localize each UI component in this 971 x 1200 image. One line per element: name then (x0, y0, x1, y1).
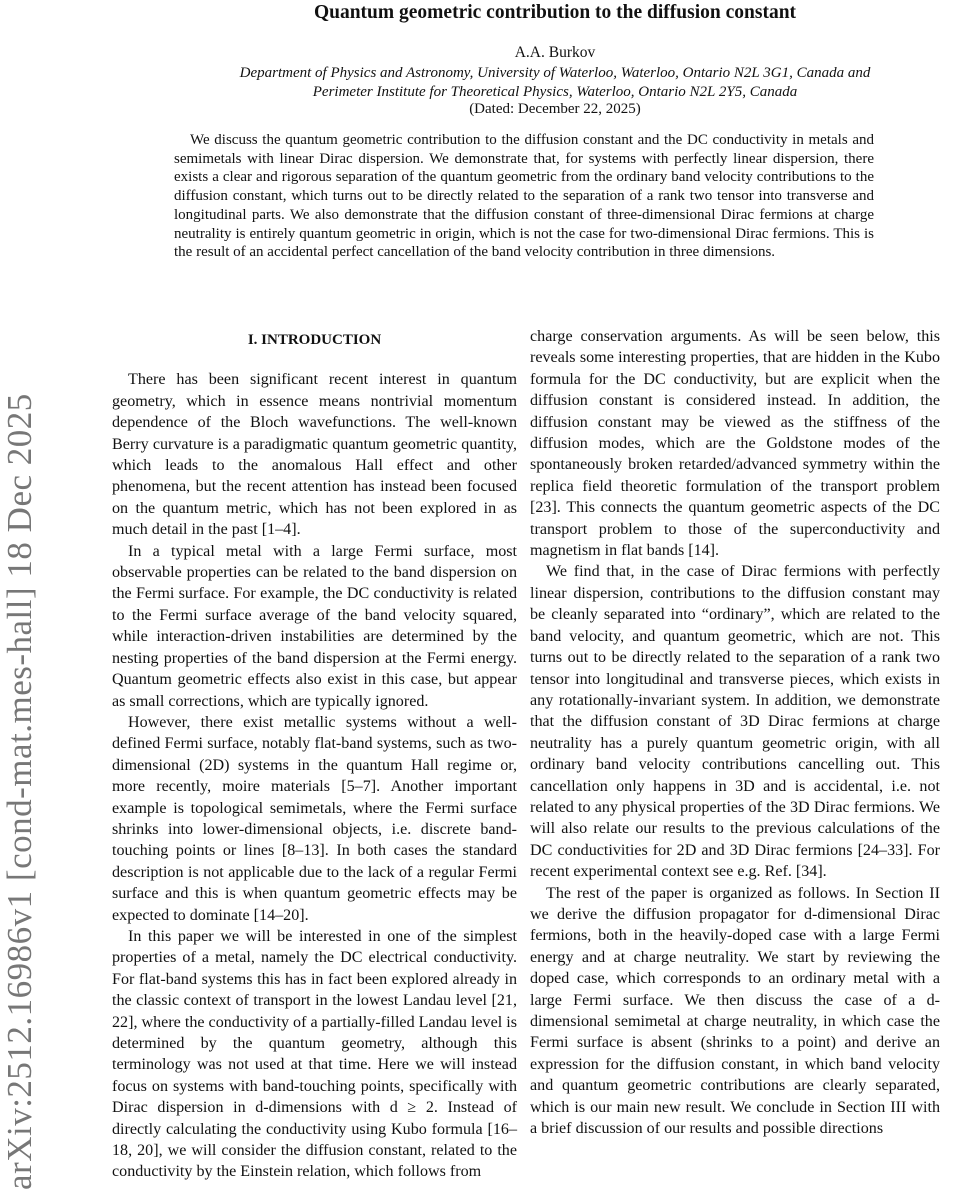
left-column (112, 330, 517, 1183)
arxiv-stamp: arXiv:2512.16986v1 [cond-mat.mes-hall] 18 Dec 2025 (0, 393, 39, 1190)
paragraph: We find that, in the case of Dirac fermions with perfectly linear dispersion, contributions to the diffusion constant may be cleanly separated into “ordinary”, which are related to the band velocity, and quantum geometric, which are not. This turns out to be directly related to the separation of a rank two tensor into longitudinal and transverse pieces, which exists in any rotationally-invariant system. In addition, we demonstrate that the diffusion constant of 3D Dirac fermions at charge neutrality has a purely quantum geometric origin, with all ordinary band velocity contributions cancelling out. This cancellation only happens in 3D and is accidental, i.e. not related to any physical properties of the 3D Dirac fermions. We will also relate our results to the previous calculations of the DC conductivities for 2D and 3D Dirac fermions [24–33]. For recent experimental context see e.g. Ref. [34]. (530, 563, 940, 881)
author: A.A. Burkov (514, 44, 596, 61)
affiliation-2: Perimeter Institute for Theoretical Physics, Waterloo, Ontario N2L 2Y5, Canada (312, 84, 798, 100)
date-line: (Dated: December 22, 2025) (469, 101, 641, 117)
paragraph: The rest of the paper is organized as follows. In Section II we derive the diffusion propagator for d-dimensional Dirac fermions, both in the heavily-doped case with a large Fermi energy and at charge neutrality. We start by reviewing the doped case, which corresponds to an ordinary metal with a large Fermi surface. We then discuss the case of a d-dimensional semimetal at charge neutrality, in which case the Fermi surface is absent (shrinks to a point) and derive an expression for the diffusion constant, in which band velocity and quantum geometric contributions are clearly separated, which is our main new result. We conclude in Section III with a brief discussion of our results and possible directions (530, 884, 940, 1138)
affiliation-1: Department of Physics and Astronomy, University of Waterloo, Waterloo, Ontario N2L 3G1, Canada and (239, 65, 871, 81)
right-column (530, 326, 940, 1139)
paragraph: There has been significant recent interest in quantum geometry, which in essence means nontrivial momentum dependence of the Bloch wavefunctions. The well-known Berry curvature is a paradigmatic quantum geometric quantity, which leads to the anomalous Hall effect and other phenomena, but the recent attention has instead been focused on the quantum metric, which has not been explored in as much detail in the past [1–4]. (112, 371, 517, 539)
paragraph: charge conservation arguments. As will be seen below, this reveals some interesting properties, that are hidden in the Kubo formula for the DC conductivity, but are explicit when the diffusion constant is considered instead. In addition, the diffusion constant may be viewed as the stiffness of the diffusion modes, which are the Goldstone modes of the spontaneously broken retarded/advanced symmetry within the replica field theoretic formulation of the transport problem [23]. This connects the quantum geometric aspects of the DC transport problem to those of the superconductivity and magnetism in flat bands [14]. (530, 328, 940, 560)
affiliation (0, 64, 971, 102)
paragraph: In a typical metal with a large Fermi surface, most observable properties can be related to the band dispersion on the Fermi surface. For example, the DC conductivity is related to the Fermi surface average of the band velocity squared, while interaction-driven instabilities are determined by the nesting properties of the band dispersion at the Fermi energy. Quantum geometric effects also exist in this case, but appear as small corrections, which are typically ignored. (112, 542, 517, 710)
section-heading: I. INTRODUCTION (247, 332, 382, 348)
paper-title: Quantum geometric contribution to the diffusion constant (313, 2, 797, 23)
abstract: We discuss the quantum geometric contribution to the diffusion constant and the DC conductivity in metals and semimetals with linear Dirac dispersion. We demonstrate that, for systems with perfectly linear dispersion, there exists a clear and rigorous separation of the quantum geometric from the ordinary band velocity contributions to the diffusion constant, which turns out to be directly related to the separation of a rank two tensor into transverse and longitudinal parts. We also demonstrate that the diffusion constant of three-dimensional Dirac fermions at charge neutrality is entirely quantum geometric in origin, which is not the case for two-dimensional Dirac fermions. This is the result of an accidental perfect cancellation of the band velocity contribution in three dimensions. (174, 132, 874, 261)
paragraph: In this paper we will be interested in one of the simplest properties of a metal, namely the DC electrical conductivity. For flat-band systems this has in fact been explored already in the classic context of transport in the lowest Landau level [21, 22], where the conductivity of a partially-filled Landau level is determined by the quantum geometry, although this terminology was not used at that time. Here we will instead focus on systems with band-touching points, specifically with Dirac dispersion in d-dimensions with d ≥ 2. Instead of directly calculating the conductivity using Kubo formula [16–18, 20], we will consider the diffusion constant, related to the conductivity by the Einstein relation, which follows from (112, 927, 517, 1181)
paragraph: However, there exist metallic systems without a well-defined Fermi surface, notably flat-band systems, such as two-dimensional (2D) systems in the quantum Hall regime or, more recently, moire materials [5–7]. Another important example is topological semimetals, where the Fermi surface shrinks into lower-dimensional objects, i.e. discrete band-touching points or lines [8–13]. In both cases the standard description is not applicable due to the lack of a regular Fermi surface and this is when quantum geometric effects may be expected to dominate [14–20]. (112, 713, 517, 924)
